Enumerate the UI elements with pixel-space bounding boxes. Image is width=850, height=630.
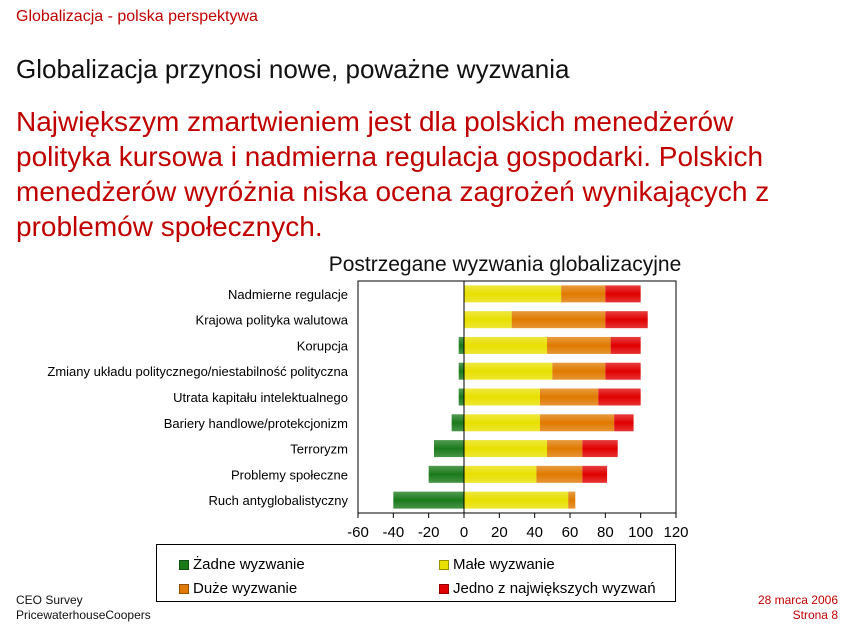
bar-segment <box>459 363 464 380</box>
legend-label: Żadne wyzwanie <box>193 556 305 573</box>
legend-swatch <box>439 560 449 570</box>
bar-segment <box>459 337 464 354</box>
category-labels <box>47 287 348 508</box>
bar-segment <box>614 414 633 431</box>
header-title: Globalizacja - polska perspektywa <box>16 8 258 25</box>
x-tick-label: 40 <box>526 524 544 541</box>
category-label: Problemy społeczne <box>230 467 348 483</box>
legend <box>156 544 676 602</box>
bar-segment <box>568 492 575 509</box>
x-tick-label: 60 <box>561 524 579 541</box>
x-tick-label: 120 <box>663 524 689 541</box>
chart <box>0 246 850 544</box>
category-label: Korupcja <box>296 338 348 354</box>
bar-segment <box>598 389 640 406</box>
bar-segment <box>605 363 640 380</box>
chart-title: Postrzegane wyzwania globalizacyjne <box>328 253 682 276</box>
x-tick-label: 20 <box>490 524 508 541</box>
bar-segment <box>464 363 552 380</box>
bar-segment <box>464 440 547 457</box>
category-label: Terroryzm <box>290 441 348 457</box>
lead-paragraph: Największym zmartwieniem jest dla polskich menedżerów polityka kursowa i nadmierna regulacja gospodarki. Polskich menedżerów wyróżnia niska ocena zagrożeń wynikających z problemów społecznych. <box>16 106 770 242</box>
bar-segment <box>464 389 540 406</box>
bar-segment <box>605 285 640 302</box>
bar-segment <box>540 389 598 406</box>
legend-label: Duże wyzwanie <box>193 580 298 597</box>
category-label: Bariery handlowe/protekcjonizm <box>163 415 348 431</box>
x-tick-label: -60 <box>347 524 369 541</box>
legend-item-none <box>179 556 305 573</box>
category-label: Krajowa polityka walutowa <box>195 312 348 328</box>
bar-segment <box>582 466 607 483</box>
legend-swatch <box>179 560 189 570</box>
bar-segment <box>611 337 641 354</box>
legend-item-big <box>179 580 297 597</box>
bar-segment <box>540 414 614 431</box>
x-tick-label: 100 <box>628 524 654 541</box>
footer-company: PricewaterhouseCoopers <box>16 608 151 622</box>
bar-segment <box>464 285 561 302</box>
legend-swatch <box>439 584 449 594</box>
x-tick-label: -20 <box>417 524 440 541</box>
footer-date: 28 marca 2006 <box>757 593 838 607</box>
bar-segment <box>605 311 647 328</box>
footer-right <box>758 593 838 623</box>
bar-segment <box>464 337 547 354</box>
legend-swatch <box>179 584 189 594</box>
bar-segment <box>464 414 540 431</box>
bar-segment <box>536 466 582 483</box>
bar-segment <box>547 440 582 457</box>
bar-segment <box>434 440 464 457</box>
bar-segment <box>512 311 606 328</box>
bar-segment <box>547 337 611 354</box>
footer-left <box>16 593 151 623</box>
bar-segment <box>464 492 568 509</box>
category-label: Nadmierne regulacje <box>228 286 348 302</box>
footer-page: Strona 8 <box>792 608 838 622</box>
bar-segment <box>464 466 536 483</box>
bar-segment <box>429 466 464 483</box>
category-label: Zmiany układu politycznego/niestabilność polityczna <box>47 364 348 380</box>
x-tick-label: 80 <box>596 524 614 541</box>
legend-item-biggest <box>439 580 656 597</box>
category-label: Ruch antyglobalistyczny <box>208 493 348 509</box>
category-label: Utrata kapitału intelektualnego <box>173 390 348 405</box>
bar-segment <box>452 414 464 431</box>
bar-segment <box>582 440 617 457</box>
footer-survey: CEO Survey <box>16 593 83 607</box>
legend-label: Małe wyzwanie <box>453 556 555 573</box>
bar-segment <box>459 389 464 406</box>
legend-label: Jedno z największych wyzwań <box>453 580 656 597</box>
bar-segment <box>561 285 605 302</box>
legend-item-small <box>439 556 555 573</box>
bar-segment <box>393 492 464 509</box>
x-axis <box>347 513 688 541</box>
x-tick-label: 0 <box>459 524 469 541</box>
headline: Globalizacja przynosi nowe, poważne wyzwania <box>16 54 570 84</box>
bar-segment <box>552 363 605 380</box>
x-tick-label: -40 <box>382 524 405 541</box>
bar-segment <box>464 311 512 328</box>
